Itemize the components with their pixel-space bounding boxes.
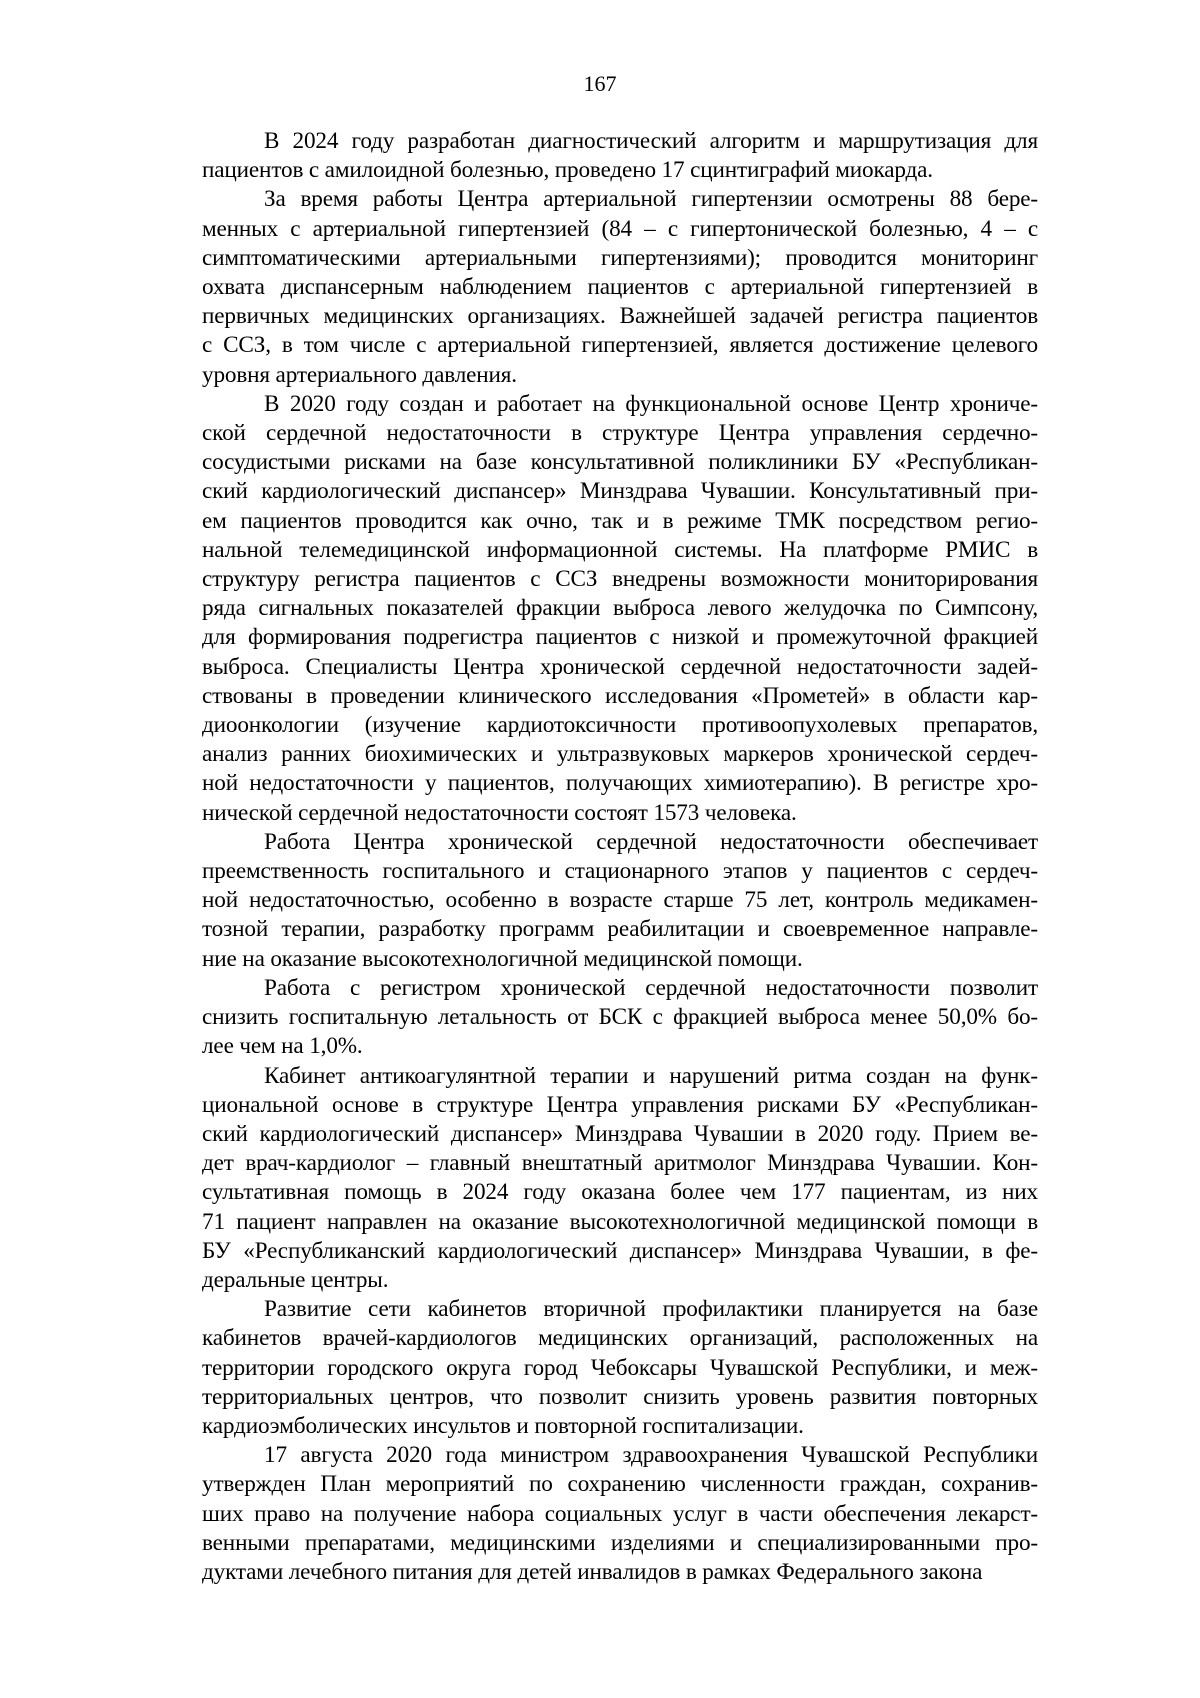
text-line: В 2024 году разработан диагностический алгоритм и маршрутизация для xyxy=(264,128,1038,154)
text-line: Работа с регистром хронической сердечной недостаточности позволит xyxy=(264,974,1038,1001)
text-line: ной недостаточности у пациентов, получающих химиотерапию). В регистре хро- xyxy=(202,770,1038,797)
text-line: кабинетов врачей-кардиологов медицинских организаций, расположенных на xyxy=(202,1325,1038,1352)
page-number: 167 xyxy=(583,71,617,96)
paragraph xyxy=(202,1062,1038,1296)
text-line: дуктами лечебного питания для детей инвалидов в рамках Федерального закона xyxy=(202,1558,983,1585)
text-line: За время работы Центра артериальной гипертензии осмотрены 88 бере- xyxy=(264,186,1038,213)
text-line: анализ ранних биохимических и ультразвуковых маркеров хронической сердеч- xyxy=(202,741,1038,768)
text-line: структуру регистра пациентов с ССЗ внедрены возможности мониторирования xyxy=(202,566,1038,593)
text-line: лее чем на 1,0%. xyxy=(202,1033,363,1060)
text-line: ствованы в проведении клинического исследования «Прометей» в области кар- xyxy=(202,682,1038,709)
paragraph xyxy=(202,390,1038,828)
text-line: нальной телемедицинской информационной системы. На платформе РМИС в xyxy=(202,536,1038,563)
text-line: Кабинет антикоагулянтной терапии и нарушений ритма создан на функ- xyxy=(264,1062,1038,1089)
text-line: Работа Центра хронической сердечной недостаточности обеспечивает xyxy=(264,828,1038,855)
text-line: ших право на получение набора социальных услуг в части обеспечения лекарст- xyxy=(202,1500,1038,1527)
text-line: первичных медицинских организациях. Важнейшей задачей регистра пациентов xyxy=(202,303,1038,330)
text-line: БУ «Республиканский кардиологический диспансер» Минздрава Чувашии, в фе- xyxy=(202,1237,1038,1264)
text-line: для формирования подрегистра пациентов с низкой и промежуточной фракцией xyxy=(202,624,1038,651)
text-line: деральные центры. xyxy=(202,1266,389,1293)
document-body xyxy=(202,127,1038,1587)
text-line: циональной основе в структуре Центра управления рисками БУ «Республикан- xyxy=(202,1091,1038,1118)
text-line: выброса. Специалисты Центра хронической сердечной недостаточности задей- xyxy=(202,653,1038,680)
text-line: территориальных центров, что позволит снизить уровень развития повторных xyxy=(202,1383,1038,1410)
text-line: ский кардиологический диспансер» Минздрава Чувашии. Консультативный при- xyxy=(202,478,1038,505)
text-line: симптоматическими артериальными гипертензиями); проводится мониторинг xyxy=(202,244,1038,271)
text-line: дет врач-кардиолог – главный внештатный аритмолог Минздрава Чувашии. Кон- xyxy=(202,1150,1038,1177)
paragraph xyxy=(202,185,1038,389)
text-line: сосудистыми рисками на базе консультативной поликлиники БУ «Республикан- xyxy=(202,449,1038,476)
text-line: преемственность госпитального и стационарного этапов у пациентов с сердеч- xyxy=(202,858,1038,885)
text-line: 71 пациент направлен на оказание высокотехнологичной медицинской помощи в xyxy=(202,1208,1038,1235)
text-line: нической сердечной недостаточности состоят 1573 человека. xyxy=(202,799,797,826)
text-line: менных с артериальной гипертензией (84 – с гипертонической болезнью, 4 – с xyxy=(202,215,1038,242)
text-line: диоонкологии (изучение кардиотоксичности противоопухолевых препаратов, xyxy=(202,712,1038,739)
text-line: охвата диспансерным наблюдением пациентов с артериальной гипертензией в xyxy=(202,274,1038,301)
text-line: тозной терапии, разработку программ реабилитации и своевременное направле- xyxy=(202,916,1038,943)
text-line: венными препаратами, медицинскими изделиями и специализированными про- xyxy=(202,1529,1038,1556)
paragraph xyxy=(202,1295,1038,1441)
text-line: кардиоэмболических инсультов и повторной госпитализации. xyxy=(202,1412,804,1439)
text-line: ский кардиологический диспансер» Минздрава Чувашии в 2020 году. Прием ве- xyxy=(202,1120,1038,1147)
paragraph xyxy=(202,127,1038,185)
paragraph xyxy=(202,828,1038,974)
text-line: Развитие сети кабинетов вторичной профилактики планируется на базе xyxy=(264,1296,1038,1323)
text-line: ской сердечной недостаточности в структуре Центра управления сердечно- xyxy=(202,420,1038,447)
text-line: ем пациентов проводится как очно, так и в режиме ТМК посредством регио- xyxy=(202,507,1038,534)
text-line: пациентов с амилоидной болезнью, проведено 17 сцинтиграфий миокарда. xyxy=(202,157,933,184)
text-line: с ССЗ, в том числе с артериальной гипертензией, является достижение целевого xyxy=(202,332,1038,359)
paragraph xyxy=(202,974,1038,1062)
text-line: ряда сигнальных показателей фракции выброса левого желудочка по Симпсону, xyxy=(202,595,1038,622)
text-line: ние на оказание высокотехнологичной медицинской помощи. xyxy=(202,945,803,972)
text-line: территории городского округа город Чебоксары Чувашской Республики, и меж- xyxy=(202,1354,1038,1381)
text-line: уровня артериального давления. xyxy=(202,361,517,388)
text-line: ной недостаточностью, особенно в возрасте старше 75 лет, контроль медикамен- xyxy=(202,887,1038,914)
paragraph xyxy=(202,1441,1038,1587)
text-line: снизить госпитальную летальность от БСК с фракцией выброса менее 50,0% бо- xyxy=(202,1004,1038,1031)
text-line: 17 августа 2020 года министром здравоохранения Чувашской Республики xyxy=(264,1442,1038,1469)
text-line: сультативная помощь в 2024 году оказана более чем 177 пациентам, из них xyxy=(202,1179,1038,1206)
text-line: утвержден План мероприятий по сохранению численности граждан, сохранив- xyxy=(202,1471,1038,1498)
text-line: В 2020 году создан и работает на функциональной основе Центр хрониче- xyxy=(264,390,1038,417)
